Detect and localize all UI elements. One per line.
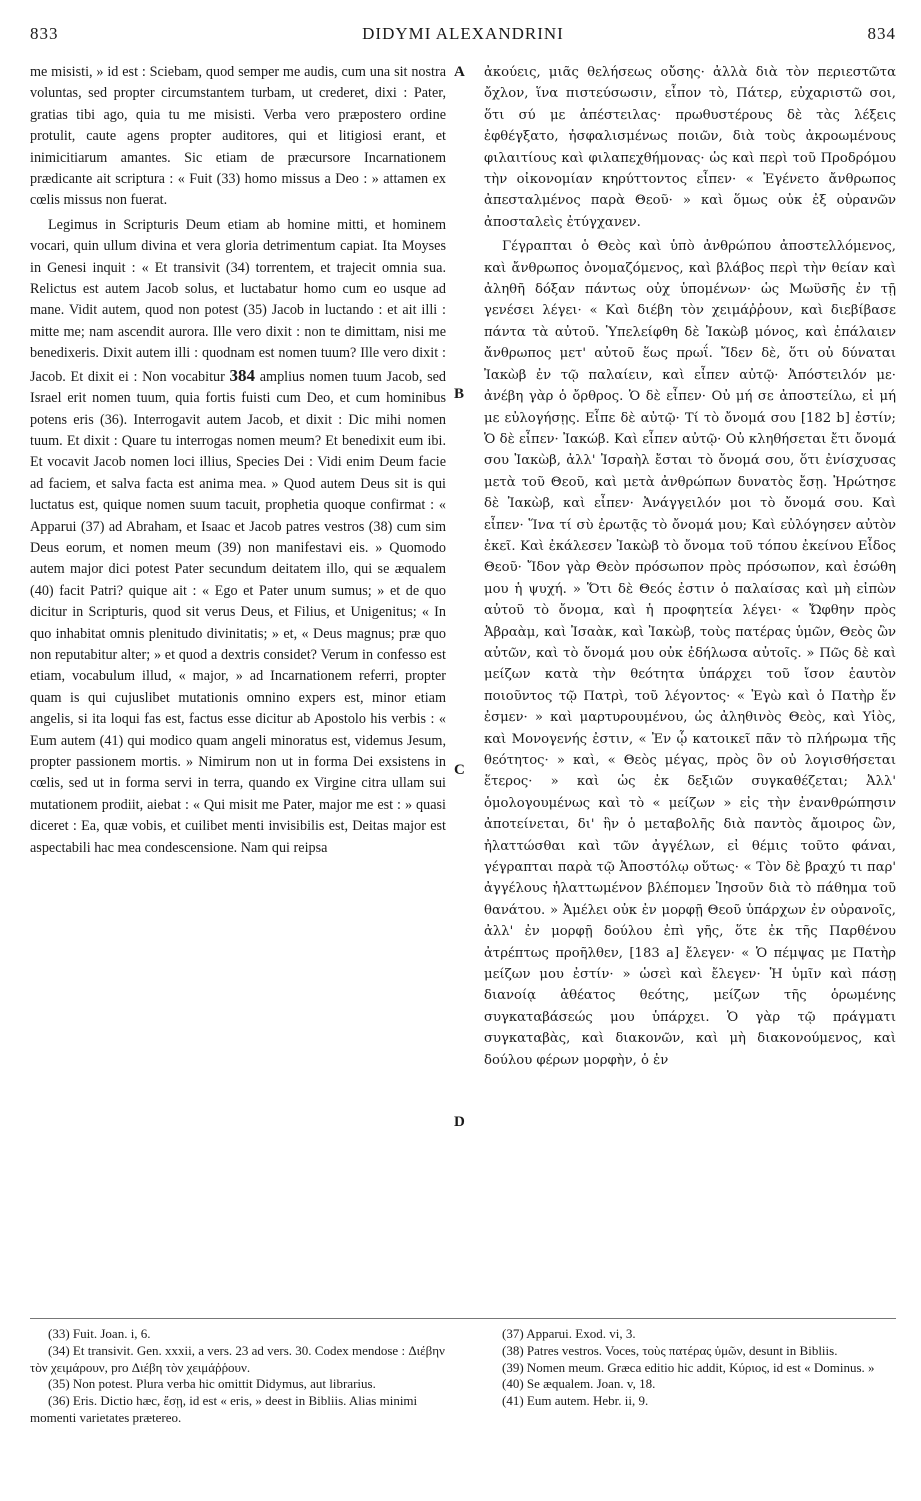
footnote: (39) Nomen meum. Græca editio hic addit, Κύριος, id est « Dominus. »	[502, 1359, 875, 1375]
margin-marker-d: D	[454, 1114, 465, 1130]
footnote: (35) Non potest. Plura verba hic omittit Didymus, aut librarius.	[48, 1376, 376, 1392]
latin-paragraph: me misisti, » id est : Sciebam, quod semper me audis, cum una sit nostra voluntas, sed propter circumstantem turbam, ut crederet, dixi : Pater, gratias tibi ago, quia tu me misisti. Verba vero præpostero ordine protulit, caute agens propter auditores, qui et litigiosi erant, et inimicitiarum amantes. Sic etiam de præcursore Incarnationem prædicante ait scriptura : « Fuit (33) homo missus a Deo : » attamen ex cœlis missus non fuerat.	[30, 64, 446, 209]
inline-page-number: 384	[229, 365, 256, 385]
footnote-divider	[30, 1318, 896, 1319]
greek-paragraph: Γέγραπται ὁ Θεὸς καὶ ὑπὸ ἀνθρώπου ἀποστελλόμενος, καὶ ἄνθρωπος ὀνομαζόμενος, καὶ βλάβος περὶ τὴν θείαν καὶ ἀληθῆ δόξαν πάντως οὐχ ὑπομένων· ὡς Μωϋσῆς ἐν τῇ γενέσει λέγει· « Καὶ διέβη τὸν χειμάῤῥουν, καὶ διεβίβασε πάντα τὰ αὐτοῦ. Ὑπελείφθη δὲ Ἰακὼβ μόνος, καὶ ἐπάλαιεν ἄνθρωπος μετ' αὐτοῦ ἕως πρωΐ. Ἴδεν δὲ, ὅτι οὐ δύναται Ἰακὼβ ἐν τῷ παλαίειν, καὶ εἶπεν αὐτῷ· Ἀπόστειλόν με· ἀνέβη γὰρ ὁ ὄρθρος. Ὁ δὲ εἶπεν· Οὐ μή σε ἀποστείλω, εἰ μή με εὐλογήσῃς. Εἶπε δὲ αὐτῷ· Τί τὸ ὄνομά σου [182 b] ἐστίν; Ὁ δὲ εἶπεν· Ἰακώβ. Καὶ εἶπεν αὐτῷ· Οὐ κληθήσεται ἔτι ὄνομά σου Ἰακὼβ, ἀλλ' Ἰσραὴλ ἔσται τὸ ὄνομά σου, ὅτι ἐνίσχυσας μετὰ τοῦ Θεοῦ, καὶ μετὰ ἀνθρώπων δυνατὸς ἔσῃ. Ἠρώτησε δὲ Ἰακὼβ, καὶ εἶπεν· Ἀνάγγειλόν μοι τὸ ὄνομά σου. Καὶ εἶπεν· Ἵνα τί σὺ ἐρωτᾷς τὸ ὄνομά μου; Καὶ εὐλόγησεν αὐτὸν ἐκεῖ. Καὶ ἐκάλεσεν Ἰακὼβ τὸ ὄνομα τοῦ τόπου ἐκείνου Εἶδος Θεοῦ· Ἴδον γὰρ Θεὸν πρόσωπον πρὸς πρόσωπον, καὶ ἐσώθη μου ἡ ψυχή. » Ὅτι δὲ Θεός ἐστιν ὁ παλαίσας καὶ μὴ εἰπὼν αὐτοῦ τὸ ὄνομα, καὶ ἡ προφητεία λέγει· « Ὤφθην πρὸς Ἀβραὰμ, καὶ Ἰσαὰκ, καὶ Ἰακὼβ, τοὺς πατέρας ὑμῶν, Θεὸς ὢν αὐτῶν, καὶ τὸ ὄνομά μου οὐκ ἐδήλωσα αὐτοῖς. » Πῶς δὲ καὶ μείζων κατὰ τὴν θεότητα ὑπάρχει τοῦ ἴσον ἑαυτὸν ποιοῦντος τῷ Πατρὶ, τοῦ λέγοντος· « Ἐγὼ καὶ ὁ Πατὴρ ἕν ἐσμεν· » καὶ μαρτυρουμένου, ὡς ἀληθινὸς Θεὸς, καὶ Υἱὸς, καὶ Μονογενής ἐστιν, « Ἐν ᾧ κατοικεῖ πᾶν τὸ πλήρωμα τῆς θεότητος· » καὶ, « Θεὸς μέγας, πρὸς ὃν οὐ λογισθήσεται ἕτερος· » καὶ ὡς ἐκ δεξιῶν συγκαθέζεται; Ἀλλ' ὁμολογουμένως καὶ τὸ « μείζων » εἰς τὴν ἐνανθρώπησιν ἀποτείνεται, δι' ἣν ὁ μεταβολῆς διὰ παντὸς ἄμοιρος ὢν, ἠλαττώσθαι καὶ τῶν ἀγγέλων, εἰ θέμις τοῦτο φάναι, γέγραπται παρὰ τῷ Ἀποστόλῳ οὕτως· « Τὸν δὲ βραχύ τι παρ' ἀγγέλους ἠλαττωμένον βλέπομεν Ἰησοῦν διὰ τὸ πάθημα τοῦ θανάτου. » Ἀμέλει οὐκ ἐν μορφῇ Θεοῦ ὑπάρχων ἐν οὐρανοῖς, ἀλλ' ἐν μορφῇ δούλου ἐπὶ γῆς, ὅτε ἐκ τῆς Παρθένου ἀτρέπτως προῆλθεν, [183 a] ἔλεγεν· « Ὁ πέμψας με Πατὴρ μείζων μου ἐστίν· » ὡσεὶ καὶ ἔλεγεν· Ἡ ὑμῖν καὶ πάσῃ διανοίᾳ ἀθέατος θεότης, μείζων τῆς ὁρωμένης συγκαταβάσεώς μου ὑπάρχει. Ὁ γὰρ τῷ πράγματι συγκαταβὰς, καὶ διακονῶν, καὶ μὴ διακονούμενος, καὶ δούλου φέρων μορφὴν, ὁ ἐν	[484, 239, 896, 1068]
footnote: (36) Eris. Dictio hæc, ἔσῃ, id est « eris, » deest in Bibliis. Alias minimi momenti varietates prætereo.	[30, 1393, 418, 1425]
footnote: (37) Apparui. Exod. vi, 3.	[502, 1326, 636, 1341]
margin-marker-b: B	[454, 386, 465, 402]
latin-paragraph-text: Legimus in Scripturis Deum etiam ab homine mitti, et hominem vocari, quin ullum divina et vera gloria detrimentum capiat. Ita Moyses in Genesi inquit : « Et transivit (34) torrentem, et trajecit omnia sua. Relictus est autem Jacob solus, et luctabatur homo cum eo usque ad mane. Vidit autem, quod non potest (35) Jacob in luctando : et ait illi : mitte me; nam ascendit aurora. Ille vero dixit : non te dimittam, nisi me benedixeris. Dixit autem illi : quodnam est nomen tuum? Ille vero dixit : Jacob. Et dixit ei : Non vocabitur	[30, 216, 446, 385]
right-page-number: 834	[867, 24, 896, 43]
greek-paragraph: ἀκούεις, μιᾶς θελήσεως οὔσης· ἀλλὰ διὰ τὸν περιεστῶτα ὄχλον, ἵνα πιστεύσωσιν, εἶπον τὸ, Πάτερ, εὐχαριστῶ σοι, ὅτι σύ με ἀπέστειλας· πρωθυστέρους δὲ τὰς λέξεις ἐφθέγξατο, ἠσφαλισμένως ποιῶν, διὰ τοὺς ἀκροωμένους φιλαιτίους καὶ φιλαπεχθήμονας· ὡς καὶ περὶ τοῦ Προδρόμου τὴν οἰκονομίαν κηρύττοντος εἶπεν· « Ἐγένετο ἄνθρωπος ἀπεσταλμένος παρὰ Θεοῦ· » καὶ ὅμως οὐκ ἐξ οὐρανῶν ἀποσταλεὶς ἐτύγχανεν.	[484, 65, 896, 230]
page-header	[30, 24, 896, 50]
left-page-number: 833	[30, 24, 59, 43]
latin-paragraph-text: amplius nomen tuum Jacob, sed Israel erit nomen tuum, quia fortis fuisti cum Deo, et cum hominibus potens eris (36). Interrogavit autem Jacob, et dixit : Dic mihi nomen tuum. Et dixit : Quare tu interrogas nomen meum? Et benedixit eum ibi. Et vocavit Jacob nomen loci illius, Species Dei : Vidi enim Deum facie ad faciem, et salva facta est anima mea. » Quod autem Deus sit is qui luctatus est, quique nomen suum tacuit, prophetia quoque confirmat : « Apparui (37) ad Abraham, et Isaac et Jacob patres vestros (38) cum sim Deus eorum, et nomen meum (39) non manifestavi eis. » Quomodo autem major dici potest Pater secundum deitatem illo, qui se æqualem (40) facit Patri? quique ait : « Ego et Pater unum sumus; » et de quo dicitur in Scripturis, quod sit verus Deus, et Filius, et Unigenitus; « In quo inhabitat omnis plenitudo divinitatis; » et, « Deus magnus; præ quo non reputabitur alter; » et quod a dextris considet? Verum in confesso est etiam, vocabulum illud, « major, » ad Incarnationem referri, propter quam is qui cujuslibet mutationis omnino expers est, minor etiam angelis, si ita loqui fas est, factus esse dicitur ab Apostolo his verbis : « Eum autem (41) qui modico quam angeli minoratus est, videmus Jesum, propter passionem mortis. » Nimirum non ut in forma Dei exsistens in cœlis, sed ut in forma servi in terra, quando ex Virgine citra ullam sui mutationem prodiit, aiebat : « Qui misit me Pater, major me est : » quasi diceret : Ea, quæ vobis, et cuilibet menti invisibilis est, Deitas major est aspectabili hac mea condescensione. Nam qui reipsa	[30, 368, 447, 856]
footnote: (41) Eum autem. Hebr. ii, 9.	[502, 1393, 649, 1409]
footnote: (38) Patres vestros. Voces, τοὺς πατέρας ὑμῶν, desunt in Bibliis.	[502, 1342, 838, 1358]
footnotes-left	[30, 1326, 446, 1427]
footnote: (34) Et transivit. Gen. xxxii, a vers. 23 ad vers. 30. Codex mendose : Διέβην τὸν χειμάρουν, pro Διέβη τὸν χειμάῤῥουν.	[30, 1342, 445, 1375]
running-title: DIDYMI ALEXANDRINI	[362, 24, 564, 43]
margin-marker-c: C	[454, 762, 465, 778]
greek-column	[484, 62, 896, 1074]
footnotes-right	[484, 1326, 896, 1410]
latin-column	[30, 62, 446, 862]
footnote: (33) Fuit. Joan. i, 6.	[48, 1326, 151, 1341]
latin-paragraph	[30, 215, 446, 859]
footnote: (40) Se æqualem. Joan. v, 18.	[502, 1376, 656, 1392]
margin-marker-a: A	[454, 64, 465, 80]
